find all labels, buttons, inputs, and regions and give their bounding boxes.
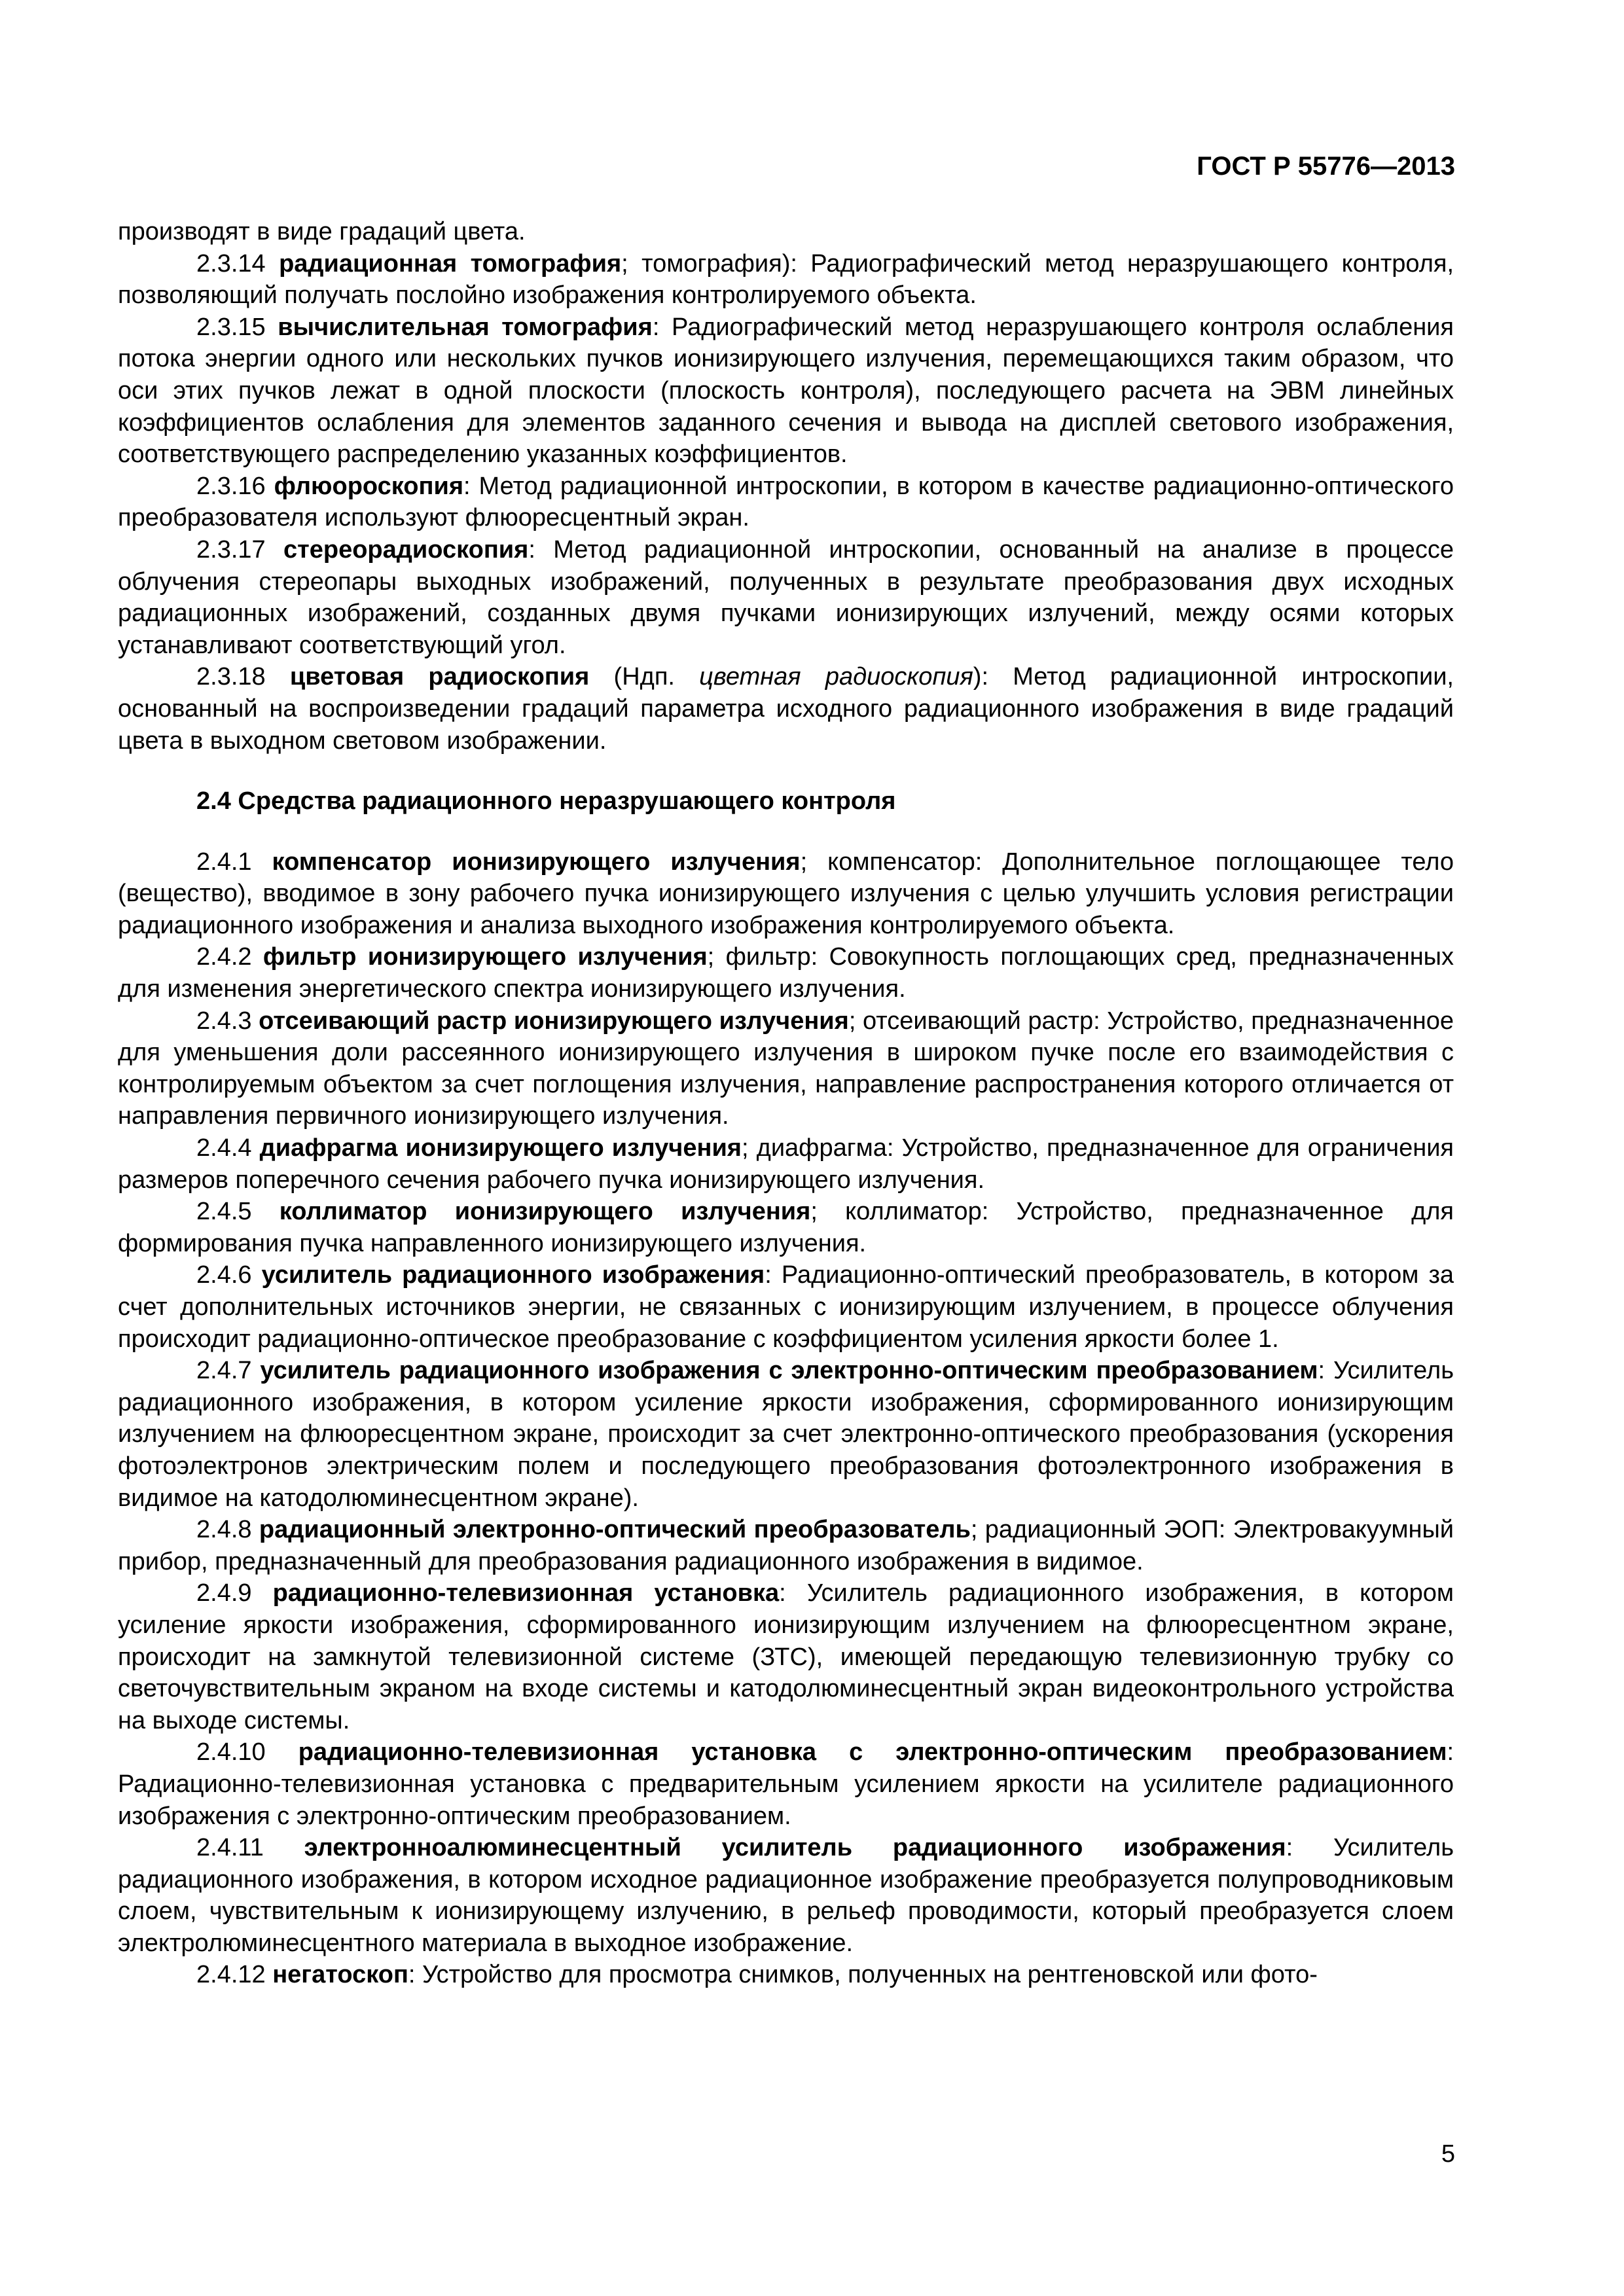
- term-title: негатоскоп: [272, 1961, 408, 1989]
- term-title: диафрагма ионизирующего излучения: [259, 1134, 742, 1162]
- section-title-2-4: 2.4 Средства радиационного неразрушающего контроля: [196, 787, 896, 816]
- term-2-4-5: 2.4.5 коллиматор ионизирующего излучения; коллиматор: Устройство, предназначенное для формирования пучка направленного ионизирующего излучения.: [118, 1198, 1454, 1257]
- term-title: радиационный электронно-оптический преобразователь: [259, 1516, 971, 1544]
- term-2-4-4: 2.4.4 диафрагма ионизирующего излучения; диафрагма: Устройство, предназначенное для ограничения размеров поперечного сечения рабочего пучка ионизирующего излучения.: [118, 1134, 1454, 1194]
- term-title: электронноалюминесцентный усилитель радиационного изображения: [304, 1834, 1286, 1862]
- term-2-4-8: 2.4.8 радиационный электронно-оптический преобразователь; радиационный ЭОП: Электровакуумный прибор, предназначенный для преобразования радиационного изображения в видимое.: [118, 1516, 1454, 1575]
- term-2-4-2: 2.4.2 фильтр ионизирующего излучения; фильтр: Совокупность поглощающих сред, предназначенных для изменения энергетического спектра ионизирующего излучения.: [118, 943, 1454, 1003]
- document-header: ГОСТ Р 55776—2013: [1197, 152, 1455, 181]
- term-title: коллиматор ионизирующего излучения: [279, 1198, 811, 1226]
- term-2-3-18: 2.3.18 цветовая радиоскопия (Ндп. цветная радиоскопия): Метод радиационной интроскопии, основанный на воспроизведении градаций параметра исходного радиационного изображения в виде градаций цвета в выходном световом изображении.: [118, 663, 1454, 755]
- term-title: цветовая радиоскопия: [289, 663, 590, 691]
- continuation-text: производят в виде градаций цвета.: [118, 218, 526, 245]
- term-2-4-11: 2.4.11 электронноалюминесцентный усилитель радиационного изображения: Усилитель радиационного изображения, в котором исходное радиационное изображение преобразуется полупроводниковым слоем, чувствительным к ионизирующему излучению, в рельеф проводимости, который преобразуется слоем электролюминесцентного материала в выходное изображение.: [118, 1834, 1454, 1957]
- term-2-4-7: 2.4.7 усилитель радиационного изображения с электронно-оптическим преобразованием: Усилитель радиационного изображения, в котором усиление яркости изображения, сформированного ионизирующим излучением на флюоресцентном экране, происходит за счет электронно-оптического преобразования (ускорения фотоэлектронов электрическим полем и последующего преобразования фотоэлектронного изображения в видимое на катодолюминесцентном экране).: [118, 1357, 1454, 1512]
- term-2-3-17: 2.3.17 стереорадиоскопия: Метод радиационной интроскопии, основанный на анализе в процессе облучения стереопары выходных изображений, полученных в результате преобразования двух исходных радиационных изображений, созданных двумя пучками ионизирующих излучений, между осями которых устанавливают соответствующий угол.: [118, 535, 1454, 659]
- term-title: стереорадиоскопия: [283, 535, 529, 564]
- term-title: отсеивающий растр ионизирующего излучения: [259, 1007, 849, 1035]
- term-title: радиационно-телевизионная установка: [272, 1579, 780, 1607]
- term-title: вычислительная томография: [278, 313, 653, 341]
- term-title: компенсатор ионизирующего излучения: [272, 848, 801, 876]
- term-2-4-10: 2.4.10 радиационно-телевизионная установка с электронно-оптическим преобразованием: Радиационно-телевизионная установка с предварительным усилением яркости на усилителе радиационного изображения с электронно-оптическим преобразованием.: [118, 1738, 1454, 1830]
- term-2-4-1: 2.4.1 компенсатор ионизирующего излучения; компенсатор: Дополнительное поглощающее тело (вещество), вводимое в зону рабочего пучка ионизирующего излучения с целью улучшить условия регистрации радиационного изображения и анализа выходного изображения контролируемого объекта.: [118, 848, 1454, 939]
- term-2-3-14: 2.3.14 радиационная томография; томография): Радиографический метод неразрушающего контроля, позволяющий получать послойно изображения контролируемого объекта.: [118, 249, 1454, 310]
- term-title: усилитель радиационного изображения с электронно-оптическим преобразованием: [260, 1357, 1318, 1385]
- term-2-3-15: 2.3.15 вычислительная томография: Радиографический метод неразрушающего контроля ослабления потока энергии одного или нескольких пучков ионизирующего излучения, перемещающихся таким образом, что оси этих пучков лежат в одной плоскости (плоскость контроля), последующего расчета на ЭВМ линейных коэффициентов ослабления для элементов заданного сечения и вывода на дисплей светового изображения, соответствующего распределению указанных коэффициентов.: [118, 313, 1454, 469]
- term-2-4-6: 2.4.6 усилитель радиационного изображения: Радиационно-оптический преобразователь, в котором за счет дополнительных источников энергии, не связанных с ионизирующим излучением, в процессе облучения происходит радиационно-оптическое преобразование с коэффициентом усиления яркости более 1.: [118, 1261, 1454, 1353]
- term-2-4-12: 2.4.12 негатоскоп: Устройство для просмотра снимков, полученных на рентгеновской или фото-: [196, 1961, 1318, 1989]
- document-body: [118, 216, 1454, 1991]
- term-2-3-16: 2.3.16 флюороскопия: Метод радиационной интроскопии, в котором в качестве радиационно-оптического преобразователя используют флюоресцентный экран.: [118, 472, 1454, 532]
- term-2-4-3: 2.4.3 отсеивающий растр ионизирующего излучения; отсеивающий растр: Устройство, предназначенное для уменьшения доли рассеянного ионизирующего излучения в широком пучке после его взаимодействия с контролируемым объектом за счет поглощения излучения, направление распространения которого отличается от направления первичного ионизирующего излучения.: [118, 1007, 1454, 1130]
- term-2-4-9: 2.4.9 радиационно-телевизионная установка: Усилитель радиационного изображения, в котором усиление яркости изображения, сформированного ионизирующим излучением на флюоресцентном экране, происходит на замкнутой телевизионной системе (ЗТС), имеющей передающую телевизионную трубку со светочувствительным экраном на входе системы и катодолюминесцентный экран видеоконтрольного устройства на выходе системы.: [118, 1579, 1454, 1734]
- term-title: радиационно-телевизионная установка с электронно-оптическим преобразованием: [298, 1738, 1447, 1767]
- term-title: фильтр ионизирующего излучения: [262, 943, 708, 971]
- deprecated-term: цветная радиоскопия: [699, 663, 973, 691]
- term-title: усилитель радиационного изображения: [261, 1261, 765, 1289]
- term-title: радиационная томография: [279, 249, 622, 278]
- term-title: флюороскопия: [274, 472, 463, 500]
- page-number: 5: [1441, 2140, 1455, 2168]
